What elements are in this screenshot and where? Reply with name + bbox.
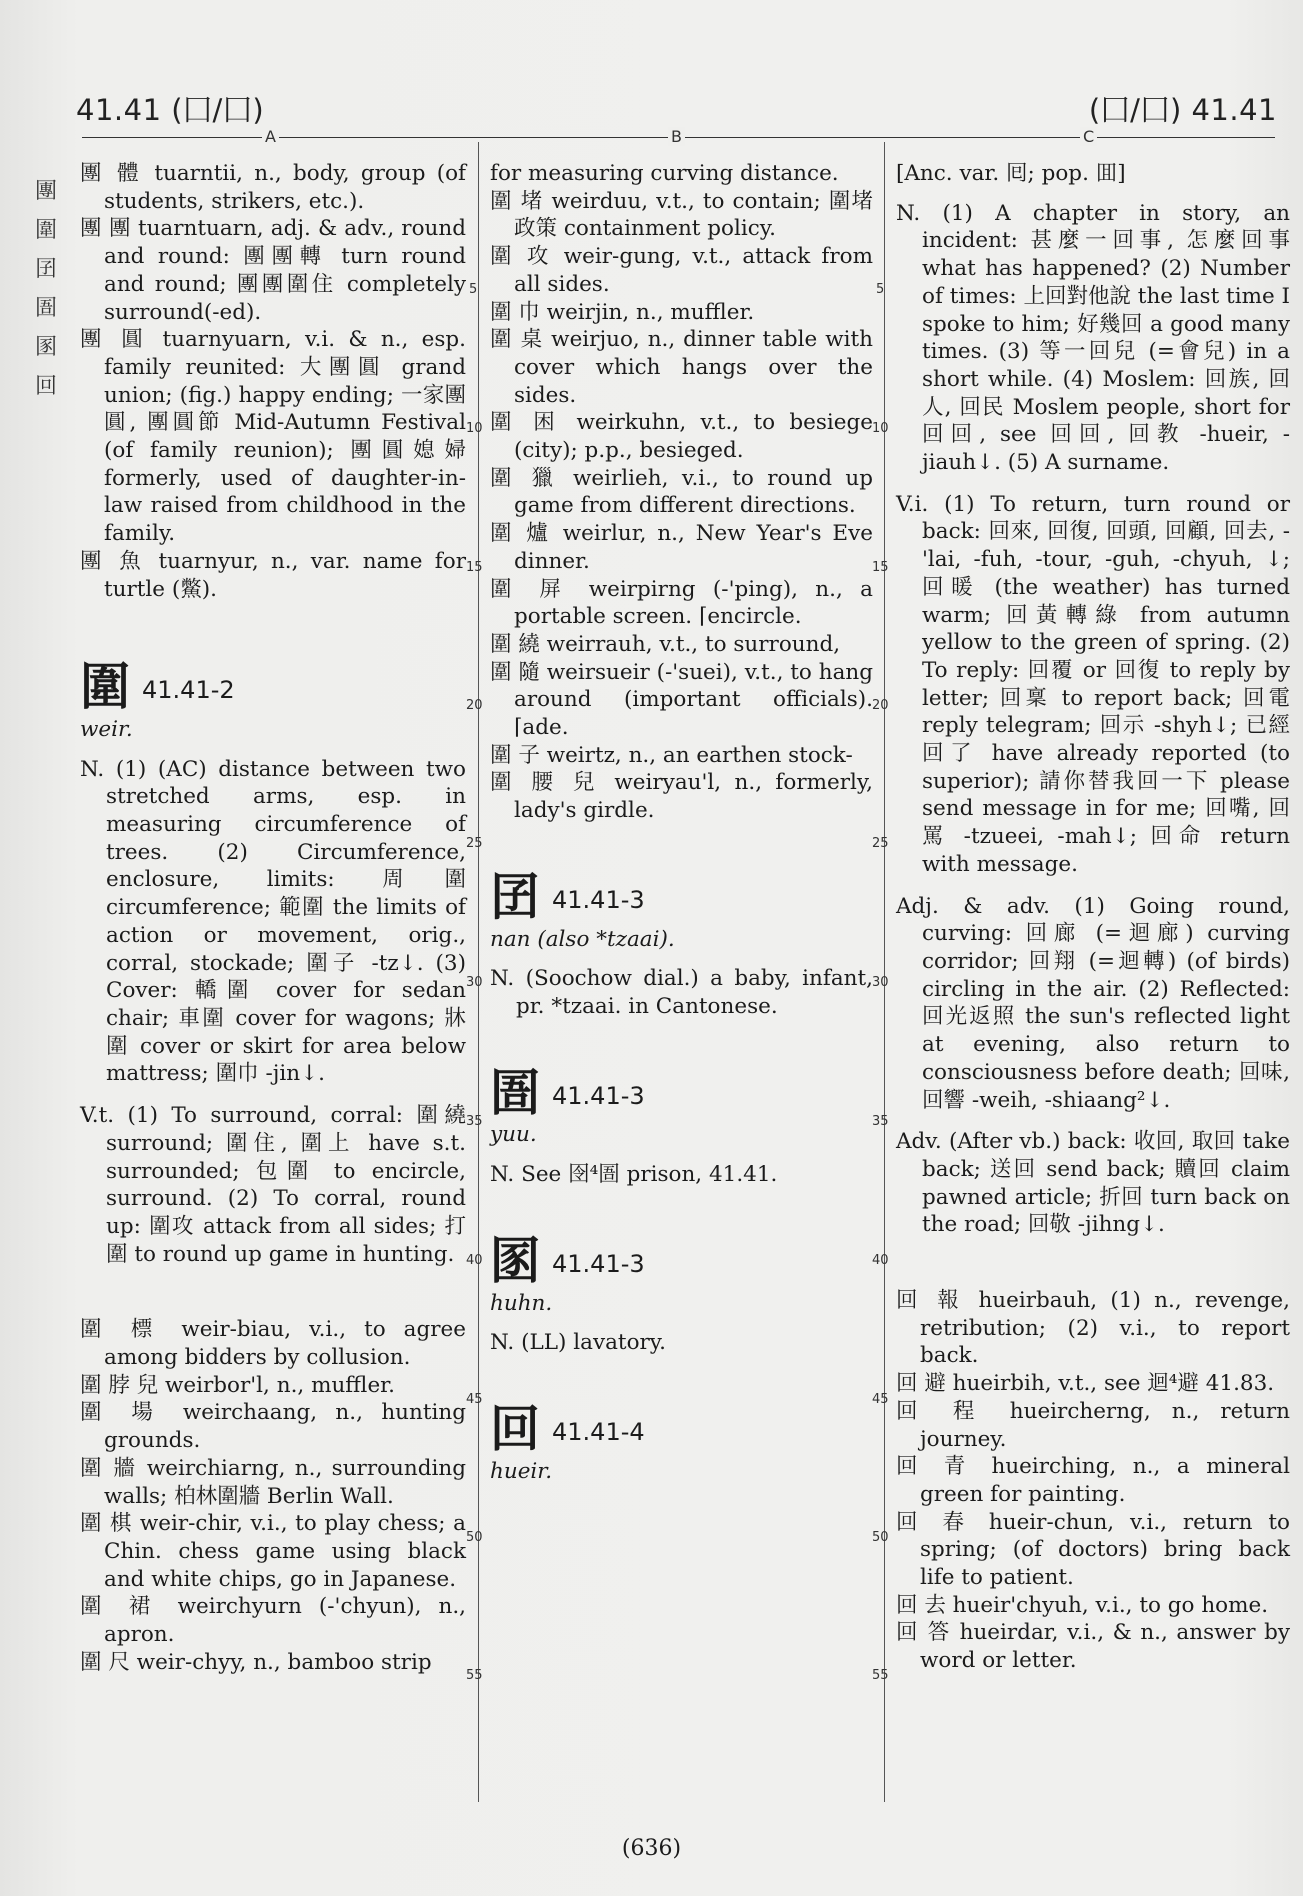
line-number: 50: [466, 1530, 483, 1545]
entry: 圍 隨 weirsueir (-'suei), v.t., to hang around (important officials). ⌈ade.: [490, 659, 873, 741]
entry: 回 青 hueirching, n., a mineral green for painting.: [896, 1454, 1290, 1507]
headword-char: 回: [490, 1398, 540, 1458]
romanization: nan (also *tzaai).: [490, 926, 675, 952]
line-number: 20: [466, 698, 483, 713]
romanization: huhn.: [490, 1290, 553, 1316]
line-number: 10: [466, 421, 483, 436]
line-number: 40: [466, 1253, 483, 1268]
thumb-char: 囝: [34, 257, 57, 282]
line-number: 35: [466, 1114, 483, 1129]
headword-block: [490, 1398, 873, 1458]
headword-block: [80, 657, 466, 717]
line-number: 15: [872, 560, 889, 575]
entry: 回 報 hueirbauh, (1) n., revenge, retribution; (2) v.i., to report back.: [896, 1288, 1290, 1369]
sense-noun: N. (LL) lavatory.: [490, 1330, 666, 1356]
line-number: 30: [466, 975, 483, 990]
headword-block: [490, 866, 873, 926]
entry: 回 避 hueirbih, v.t., see 迴⁴避 41.83.: [896, 1371, 1275, 1397]
headword-char: 圄: [490, 1062, 540, 1122]
thumb-char: 圄: [34, 296, 57, 321]
column-divider-ab: [478, 142, 479, 1802]
line-number: 40: [872, 1253, 889, 1268]
entry: 圍 屏 weirpirng (-'ping), n., a portable screen. ⌈encircle.: [490, 576, 873, 630]
entry: 圍 困 weirkuhn, v.t., to besiege (city); p.p., besieged.: [490, 410, 873, 464]
entry: 團 團 tuarntuarn, adj. & adv., round and round: 團團轉 turn round and round; 團團圍住 completely surround(-ed).: [80, 216, 466, 325]
entry: 圍 裙 weirchyurn (-'chyun), n., apron.: [80, 1594, 466, 1648]
sense-noun: N. (1) (AC) distance between two stretched arms, esp. in measuring circumference of trees. (2) Circumference, enclosure, limits: 周圍 circumference; 範圍 the limits of action or movement, orig., corral, stockade; 圍子 -tz↓. (3) Cover: 轎圍 cover for sedan chair; 車圍 cover for wagons; 牀圍 cover or skirt for area below mattress; 圍巾 -jin↓.: [80, 756, 466, 1087]
sense-noun: N. (Soochow dial.) a baby, infant, pr. *tzaai. in Cantonese.: [490, 966, 873, 1019]
line-number: 30: [872, 975, 889, 990]
entry: 圍 爐 weirlur, n., New Year's Eve dinner.: [490, 521, 873, 574]
headword-char: 圂: [490, 1230, 540, 1290]
headword-block: [490, 1230, 873, 1290]
entry: for measuring curving distance.: [490, 161, 839, 186]
thumb-index: [26, 172, 66, 406]
line-number: 20: [872, 698, 889, 713]
entry: 團 體 tuarntii, n., body, group (of students, strikers, etc.).: [80, 161, 466, 214]
entry: 圍 攻 weir-gung, v.t., attack from all sides.: [490, 244, 873, 297]
entry: 回 答 hueirdar, v.i., & n., answer by word or letter.: [896, 1620, 1290, 1674]
romanization: hueir.: [490, 1458, 553, 1484]
entry: 圍 子 weirtz, n., an earthen stock-: [490, 742, 853, 768]
line-number: 55: [872, 1668, 889, 1683]
line-number: 15: [466, 560, 483, 575]
entry: 圍 腰 兒 weiryau'l, n., formerly, lady's girdle.: [490, 770, 873, 824]
thumb-char: 回: [34, 374, 57, 399]
variant-forms: [Anc. var. 囘; pop. 囬]: [896, 161, 1126, 186]
line-number: 10: [872, 421, 889, 436]
headword-block: [490, 1062, 873, 1122]
line-number: 45: [872, 1392, 889, 1407]
line-number: 55: [466, 1668, 483, 1683]
header-left: 41.41 (囗/囗): [76, 93, 265, 127]
romanization: weir.: [80, 716, 133, 742]
line-number: 45: [466, 1392, 483, 1407]
column-c: [896, 160, 1290, 1675]
headword-number: 41.41-2: [142, 676, 235, 705]
headword-number: 41.41-3: [552, 1081, 645, 1110]
entry: 回 春 hueir-chun, v.i., return to spring; (of doctors) bring back life to patient.: [896, 1509, 1290, 1591]
entry: 圍 牆 weirchiarng, n., surrounding walls; 柏林圍牆 Berlin Wall.: [80, 1455, 466, 1509]
thumb-char: 圂: [34, 335, 57, 360]
entry: 圍 巾 weirjin, n., muffler.: [490, 299, 755, 325]
column-marker-b: B: [668, 127, 685, 146]
entry: 圍 堵 weirduu, v.t., to contain; 圍堵政策 containment policy.: [490, 188, 873, 242]
line-number: 25: [872, 836, 889, 851]
header-right: (囗/囗) 41.41: [1088, 93, 1277, 127]
entry: 團 魚 tuarnyur, n., var. name for turtle (鱉).: [80, 548, 466, 602]
headword-char: 囝: [490, 866, 540, 926]
sense-verb-transitive: V.t. (1) To surround, corral: 圍繞 surround; 圍住, 圍上 have s.t. surrounded; 包圍 to encircle, surround. (2) To corral, round up: 圍攻 attack from all sides; 打圍 to round up game in hunting.: [80, 1103, 466, 1267]
entry: 圍 獵 weirlieh, v.i., to round up game from different directions.: [490, 465, 873, 519]
entry: 圍 場 weirchaang, n., hunting grounds.: [80, 1400, 466, 1454]
line-number: 5: [469, 282, 478, 297]
line-number: 50: [872, 1530, 889, 1545]
entry: 圍 桌 weirjuo, n., dinner table with cover which hangs over the sides.: [490, 327, 873, 408]
entry: 圍 脖 兒 weirbor'l, n., muffler.: [80, 1372, 395, 1398]
sense-adverb: Adv. (After vb.) back: 收回, 取回 take back; 送回 send back; 贖回 claim pawned article; 折回 turn back on the road; 回敬 -jihng↓.: [896, 1129, 1290, 1238]
entry: 回 去 hueir'chyuh, v.i., to go home.: [896, 1592, 1269, 1618]
column-marker-c: C: [1080, 127, 1097, 146]
headword-number: 41.41-4: [552, 1417, 645, 1446]
column-divider-bc: [884, 142, 885, 1802]
sense-adjective-adverb: Adj. & adv. (1) Going round, curving: 回廊 (=迴廊) curving corridor; 回翔 (=迴轉) (of birds) circling in the air. (2) Reflected: 回光返照 the sun's reflected light at evening, also return to consciousness before death; 回味, 回響 -weih, -shiaang²↓.: [896, 893, 1290, 1113]
entry: 團 圓 tuarnyuarn, v.i. & n., esp. family reunited: 大團圓 grand union; (fig.) happy ending; 一家團圓, 團圓節 Mid-Autumn Festival (of family reunion); 團圓媳婦 formerly, used of daughter-in-law raised from childhood in the family.: [80, 327, 466, 547]
column-marker-a: A: [262, 127, 279, 146]
thumb-char: 圍: [34, 218, 57, 243]
page-number: (636): [621, 1836, 682, 1861]
line-number: 25: [466, 836, 483, 851]
entry: 圍 標 weir-biau, v.i., to agree among bidders by collusion.: [80, 1317, 466, 1371]
thumb-char: 團: [34, 179, 57, 204]
entry: 回 程 hueircherng, n., return journey.: [896, 1398, 1290, 1452]
sense-noun: N. See 囹⁴圄 prison, 41.41.: [490, 1162, 778, 1188]
entry: 圍 尺 weir-chyy, n., bamboo strip: [80, 1649, 432, 1675]
line-number: 5: [876, 282, 885, 297]
column-a: [80, 160, 466, 1676]
entry: 圍 棋 weir-chir, v.i., to play chess; a Chin. chess game using black and white chips, go in Japanese.: [80, 1511, 466, 1592]
sense-noun: N. (1) A chapter in story, an incident: 甚麼一回事, 怎麼回事 what has happened? (2) Number of times: 上回對他說 the last time I spoke to him; 好幾回 a good many times. (3) 等一回兒 (=會兒) in a short while. (4) Moslem: 回族, 回人, 回民 Moslem people, short for 回回, see 回回, 回教 -hueir, -jiauh↓. (5) A surname.: [896, 200, 1291, 476]
romanization: yuu.: [490, 1122, 537, 1148]
sense-verb-intransitive: V.i. (1) To return, turn round or back: 回來, 回復, 回頭, 回顧, 回去, -'lai, -fuh, -tour, -guh, -chyuh, ↓; 回暖 (the weather) has turned warm; 回黃轉綠 from autumn yellow to the green of spring. (2) To reply: 回覆 or 回復 to reply by letter; 回稟 to report back; 回電 reply telegram; 回示 -shyh↓; 已經回了 have already reported (to superior); 請你替我回一下 please send message in for me; 回嘴, 回罵 -tzueei, -mah↓; 回命 return with message.: [896, 491, 1290, 877]
entry: 圍 繞 weirrauh, v.t., to surround,: [490, 631, 841, 657]
column-b: [490, 160, 873, 1485]
headword-number: 41.41-3: [552, 1249, 645, 1278]
line-number: 35: [872, 1114, 889, 1129]
headword-number: 41.41-3: [552, 885, 645, 914]
headword-char: 圍: [80, 657, 130, 717]
